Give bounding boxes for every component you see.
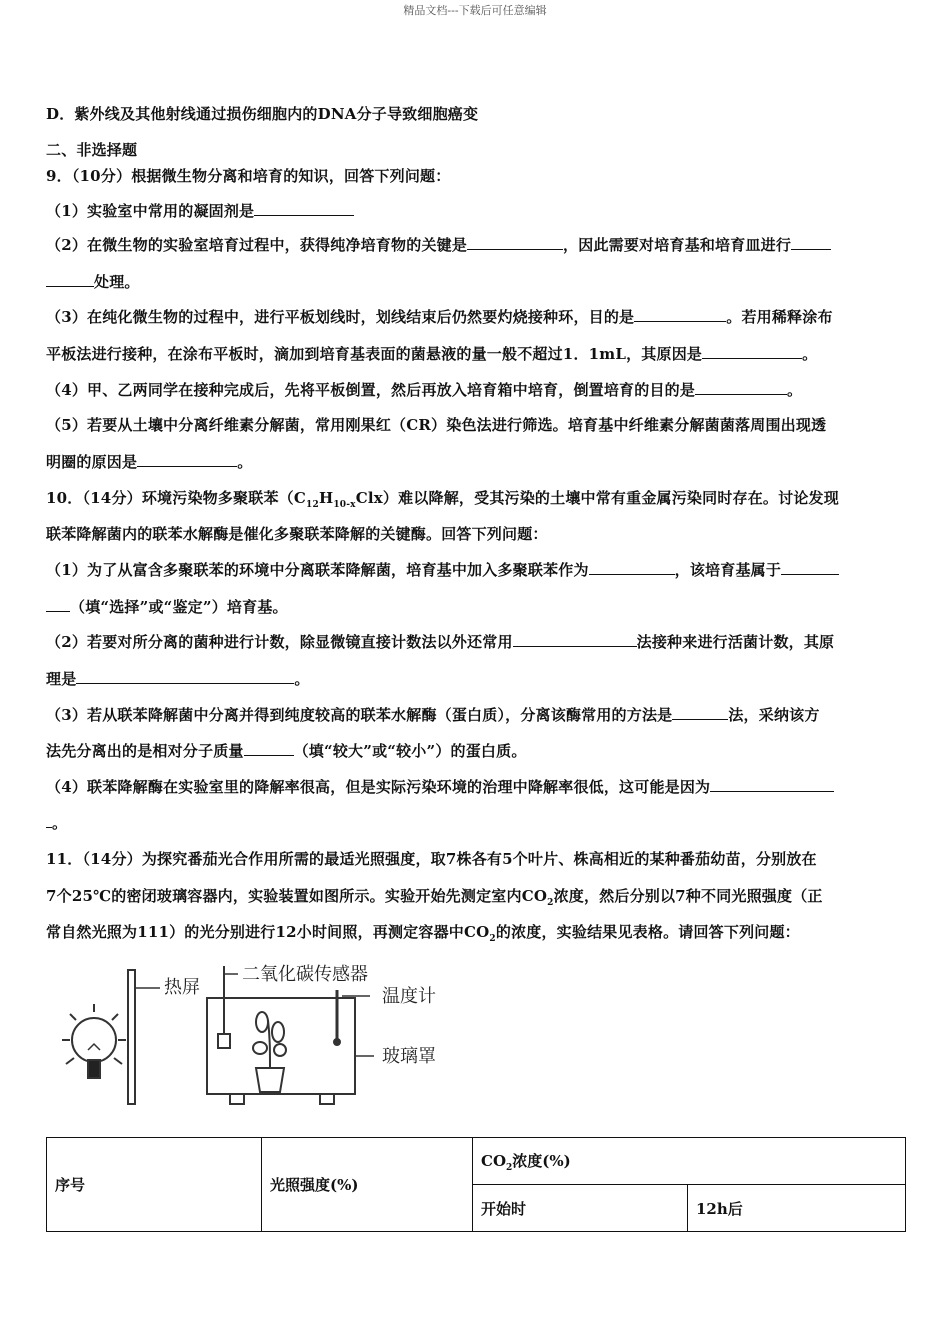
answer-blank[interactable] [702, 344, 802, 359]
q9-part5: （5）若要从土壤中分离纤维素分解菌，常用刚果红（CR）染色法进行筛选。培育基中纤维素分解菌菌落周围出现透 [46, 416, 827, 434]
label-co2-sensor: 二氧化碳传感器 [242, 964, 368, 985]
answer-blank[interactable] [254, 201, 354, 216]
bulb-base [88, 1060, 100, 1078]
label-heat-screen: 热屏 [164, 977, 200, 998]
question-10: 10．（14分）环境污染物多聚联苯$(C_{12}H_{10-x}Clx)$难以降解，受其污染的土壤中常有重金属污染同时存在。讨论发现 [46, 489, 839, 510]
q10-part3: （3）若从联苯降解菌中分离并得到纯度较高的联苯水解酶（蛋白质），分离该酶常用的方法是 法，采纳该方 [46, 706, 820, 724]
section-title: 二、非选择题 [46, 141, 138, 159]
answer-blank[interactable] [672, 705, 728, 720]
q10-part2: （2）若要对所分离的菌种进行计数，除显微镜直接计数法以外还常用 法接种来进行活菌计数，其原 [46, 633, 835, 651]
col-header-co2: $CO_2$浓度(%) [473, 1138, 906, 1185]
question-9: 9．（10分）根据微生物分离和培育的知识，回答下列问题： [46, 167, 451, 185]
q9-part5-cont: 明圈的原因是 。 [46, 453, 253, 471]
co2-sensor [218, 1034, 230, 1048]
q10-part1-cont: （填“选择”或“鉴定”）培育基。 [46, 596, 288, 617]
col-header-light: 光照强度(%) [262, 1138, 473, 1232]
question-11-line2: 7个25℃的密闭玻璃容器内，实验装置如图所示。实验开始先测定室内$CO_2$浓度，然后分别以7种不同光照强度（正 [46, 887, 823, 908]
q9-part3: （3）在纯化微生物的过程中，进行平板划线时，划线结束后仍然要灼烧接种环，目的是 。若用稀释涂布 [46, 308, 833, 326]
heat-screen [128, 970, 135, 1104]
answer-blank[interactable] [710, 777, 834, 792]
q10-part1: （1）为了从富含多聚联苯的环境中分离联苯降解菌，培育基中加入多聚联苯作为 ，该培育基属于 [46, 559, 839, 580]
label-thermometer: 温度计 [382, 986, 436, 1007]
answer-blank[interactable] [695, 380, 787, 395]
q10-part2-cont: 理是 。 [46, 670, 310, 688]
q9-part3-cont: 平板法进行接种，在涂布平板时，滴加到培育基表面的菌悬液的量一般不超过1．1mL，其原因是 。 [46, 345, 818, 363]
question-11-line3: 常自然光照为111）的光分别进行12小时间照，再测定容器中$CO_2$的浓度，实验结果见表格。请回答下列问题： [46, 923, 800, 944]
label-glass-cover: 玻璃罩 [382, 1046, 436, 1067]
answer-blank[interactable] [76, 669, 294, 684]
apparatus-drawing [52, 960, 472, 1110]
answer-blank[interactable] [781, 560, 839, 575]
results-table [46, 1137, 906, 1232]
answer-blank[interactable] [244, 741, 294, 756]
experiment-apparatus-figure [52, 960, 472, 1110]
answer-blank[interactable] [513, 632, 637, 647]
col-header-after: 12h后 [688, 1185, 906, 1232]
option-d: D．紫外线及其他射线通过损伤细胞内的DNA分子导致细胞癌变 [46, 105, 479, 123]
answer-blank[interactable] [467, 235, 563, 250]
q9-part2-cont: 处理。 [46, 271, 140, 292]
question-11: 11．（14分）为探究番茄光合作用所需的最适光照强度，取7株各有5个叶片、株高相近的某种番茄幼苗，分别放在 [46, 850, 817, 868]
plant-pot [256, 1068, 284, 1092]
q10-part3-cont: 法先分离出的是相对分子质量 （填“较大”或“较小”）的蛋白质。 [46, 742, 527, 760]
q10-part4: （4）联苯降解酶在实验室里的降解率很高，但是实际污染环境的治理中降解率很低，这可能是因为 [46, 776, 834, 797]
answer-blank[interactable] [589, 560, 675, 575]
question-10-cont: 联苯降解菌内的联苯水解酶是催化多聚联苯降解的关键酶。回答下列问题： [46, 525, 548, 543]
answer-blank[interactable] [791, 235, 831, 250]
light-bulb-icon [72, 1018, 116, 1062]
answer-blank[interactable] [137, 452, 237, 467]
col-header-number: 序号 [47, 1138, 262, 1232]
col-header-start: 开始时 [473, 1185, 688, 1232]
q9-part1: （1）实验室中常用的凝固剂是 [46, 200, 354, 221]
q10-part4-cont: 。 [46, 812, 67, 833]
answer-blank[interactable] [46, 272, 94, 287]
page-header: 精品文档---下载后可任意编辑 [403, 4, 547, 17]
answer-blank[interactable] [46, 597, 70, 612]
answer-blank[interactable] [634, 307, 726, 322]
q9-part2: （2）在微生物的实验室培育过程中，获得纯净培育物的关键是 ，因此需要对培育基和培育皿进行 [46, 234, 831, 255]
q9-part4: （4）甲、乙两同学在接种完成后，先将平板倒置，然后再放入培育箱中培育，倒置培育的目的是 。 [46, 381, 803, 399]
